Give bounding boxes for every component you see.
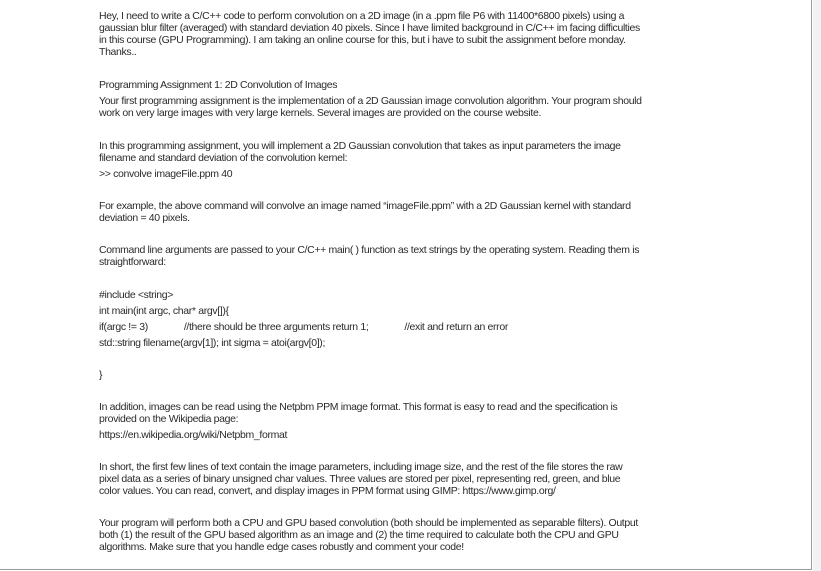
text-line: filename and standard deviation of the convolution kernel: bbox=[99, 152, 348, 164]
text-line: Your program will perform both a CPU and GPU based convolution (both should be implemented as separable filters). Output bbox=[99, 517, 638, 529]
paragraph-task bbox=[99, 140, 701, 164]
code-close-brace: } bbox=[99, 369, 103, 381]
text-line: In addition, images can be read using the Netpbm PPM image format. This format is easy to read and the specification is bbox=[99, 401, 618, 413]
text-line: For example, the above command will convolve an image named “imageFile.ppm” with a 2D Gaussian kernel with standard bbox=[99, 200, 631, 212]
intro-line: Hey, I need to write a C/C++ code to perform convolution on a 2D image (in a .ppm file P6 with 11400*6800 pixels) using a bbox=[99, 10, 625, 22]
paragraph-example bbox=[99, 200, 701, 224]
text-line: algorithms. Make sure that you handle edge cases robustly and comment your code! bbox=[99, 541, 464, 553]
assignment-title: Programming Assignment 1: 2D Convolution of Images bbox=[99, 79, 338, 91]
text-line: Your first programming assignment is the implementation of a 2D Gaussian image convolution algorithm. Your program should bbox=[99, 95, 642, 107]
code-main-signature: int main(int argc, char* argv[]){ bbox=[99, 305, 229, 317]
intro-line: Thanks.. bbox=[99, 46, 137, 58]
code-comment-exit: //exit and return an error bbox=[404, 321, 508, 333]
paragraph-format bbox=[99, 461, 701, 497]
vertical-scrollbar[interactable] bbox=[813, 0, 821, 571]
text-line: work on very large images with very large kernels. Several images are provided on the course website. bbox=[99, 107, 542, 119]
paragraph-arguments bbox=[99, 244, 701, 268]
paragraph-ppm bbox=[99, 401, 701, 425]
code-std-line: std::string filename(argv[1]); int sigma = atoi(argv[0]); bbox=[99, 337, 326, 349]
code-include: #include <string> bbox=[99, 289, 174, 301]
text-line: deviation = 40 pixels. bbox=[99, 212, 190, 224]
text-line: provided on the Wikipedia page: bbox=[99, 413, 239, 425]
intro-line: gaussian blur filter (averaged) with standard deviation 40 pixels. Since I have limited background in C/C++ im facing difficulties bbox=[99, 22, 640, 34]
intro-paragraph bbox=[99, 10, 701, 58]
text-line: Command line arguments are passed to your C/C++ main( ) function as text strings by the operating system. Reading them is bbox=[99, 244, 640, 256]
code-if-line bbox=[99, 321, 701, 333]
intro-line: in this course (GPU Programming). I am taking an online course for this, but i have to subit the assignment before monday. bbox=[99, 34, 626, 46]
text-line: In short, the first few lines of text contain the image parameters, including image size, and the rest of the file stores the raw bbox=[99, 461, 623, 473]
code-comment-return: //there should be three arguments return 1; bbox=[183, 321, 369, 333]
wikipedia-link[interactable]: https://en.wikipedia.org/wiki/Netpbm_format bbox=[99, 429, 288, 441]
text-line: color values. You can read, convert, and display images in PPM format using GIMP: https://www.gimp.org/ bbox=[99, 485, 556, 497]
paragraph-output bbox=[99, 517, 701, 553]
text-line: straightforward: bbox=[99, 256, 166, 268]
paragraph-overview bbox=[99, 95, 701, 119]
text-line: pixel data as a series of binary unsigned char values. Three values are stored per pixel, representing red, green, and blue bbox=[99, 473, 621, 485]
command-example: >> convolve imageFile.ppm 40 bbox=[99, 168, 233, 180]
text-line: both (1) the result of the GPU based algorithm as an image and (2) the time required to calculate both the CPU and GPU bbox=[99, 529, 619, 541]
code-if: if(argc != 3) bbox=[99, 321, 148, 333]
text-line: In this programming assignment, you will implement a 2D Gaussian convolution that takes as input parameters the image bbox=[99, 140, 621, 152]
